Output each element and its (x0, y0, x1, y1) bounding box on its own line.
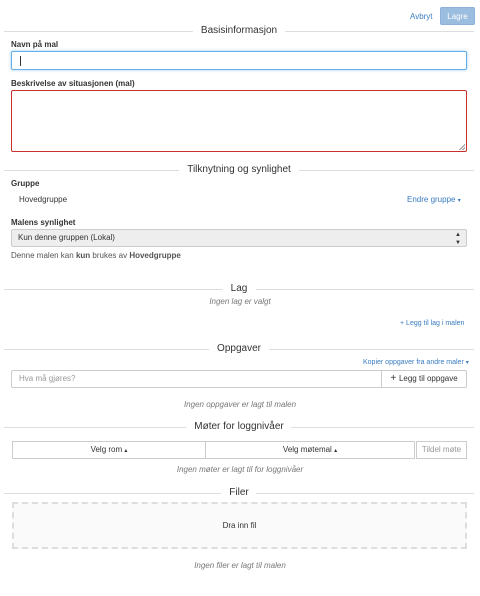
section-tasks (4, 342, 474, 356)
change-group-label: Endre gruppe (407, 195, 456, 204)
copy-tasks-label: Kopier oppgaver fra andre maler (363, 359, 464, 366)
section-files (4, 486, 474, 500)
add-team-label: Legg til lag i malen (406, 320, 465, 327)
teams-empty-text: Ingen lag er valgt (209, 297, 271, 306)
caret-up-icon: ▴ (334, 448, 338, 454)
section-meetings-title: Møter for loggnivåer (186, 420, 291, 434)
add-task-button[interactable] (381, 370, 467, 388)
meetings-empty-text: Ingen møter er lagt til for loggnivåer (176, 465, 304, 474)
files-empty-text: Ingen filer er lagt til malen (194, 561, 286, 570)
select-room-button[interactable] (12, 441, 206, 459)
save-button[interactable]: Lagre (440, 7, 475, 25)
cancel-link[interactable]: Avbryt (410, 12, 433, 21)
caret-down-icon: ▾ (465, 360, 469, 366)
section-tasks-title: Oppgaver (209, 342, 269, 356)
select-meeting-template-button[interactable] (205, 441, 415, 459)
plus-icon: + (390, 373, 399, 384)
caret-down-icon: ▾ (457, 198, 461, 204)
section-teams-title: Lag (223, 282, 256, 296)
assign-meeting-button[interactable]: Tildel møte (416, 441, 467, 459)
section-affiliation-title: Tilknytning og synlighet (179, 163, 299, 177)
dropzone-label: Dra inn fil (222, 521, 257, 530)
caret-up-icon: ▴ (124, 448, 128, 454)
section-affiliation (4, 163, 474, 177)
section-teams (4, 282, 474, 296)
plus-icon: + (400, 320, 407, 327)
section-files-title: Filer (221, 486, 256, 500)
copy-tasks-dropdown[interactable] (363, 359, 469, 366)
description-textarea[interactable] (11, 90, 467, 152)
visibility-select[interactable] (11, 229, 467, 247)
description-label: Beskrivelse av situasjonen (mal) (11, 79, 135, 88)
name-label: Navn på mal (11, 40, 59, 49)
change-group-dropdown[interactable] (407, 195, 461, 204)
select-arrows-icon: ▲ ▼ (455, 232, 461, 246)
select-meeting-template-label: Velg møtemal (282, 445, 332, 454)
template-name-input[interactable] (11, 51, 467, 70)
add-task-label: Legg til oppgave (398, 374, 458, 383)
section-meetings (4, 420, 474, 434)
file-dropzone[interactable] (12, 502, 467, 549)
visibility-note: Denne malen kan kun brukes av Hovedgruppe (11, 251, 181, 260)
tasks-empty-text: Ingen oppgaver er lagt til malen (183, 400, 297, 409)
visibility-selected-value: Kun denne gruppen (Lokal) (18, 233, 115, 242)
new-task-input[interactable]: Hva må gjøres? (11, 370, 382, 388)
section-basis (4, 24, 474, 38)
section-basis-title: Basisinformasjon (193, 24, 285, 38)
select-room-label: Velg rom (90, 445, 123, 454)
add-team-link[interactable] (400, 320, 464, 327)
group-label: Gruppe (11, 179, 40, 188)
visibility-label: Malens synlighet (11, 218, 76, 227)
resize-handle-icon[interactable] (459, 144, 465, 150)
group-value: Hovedgruppe (19, 195, 68, 204)
